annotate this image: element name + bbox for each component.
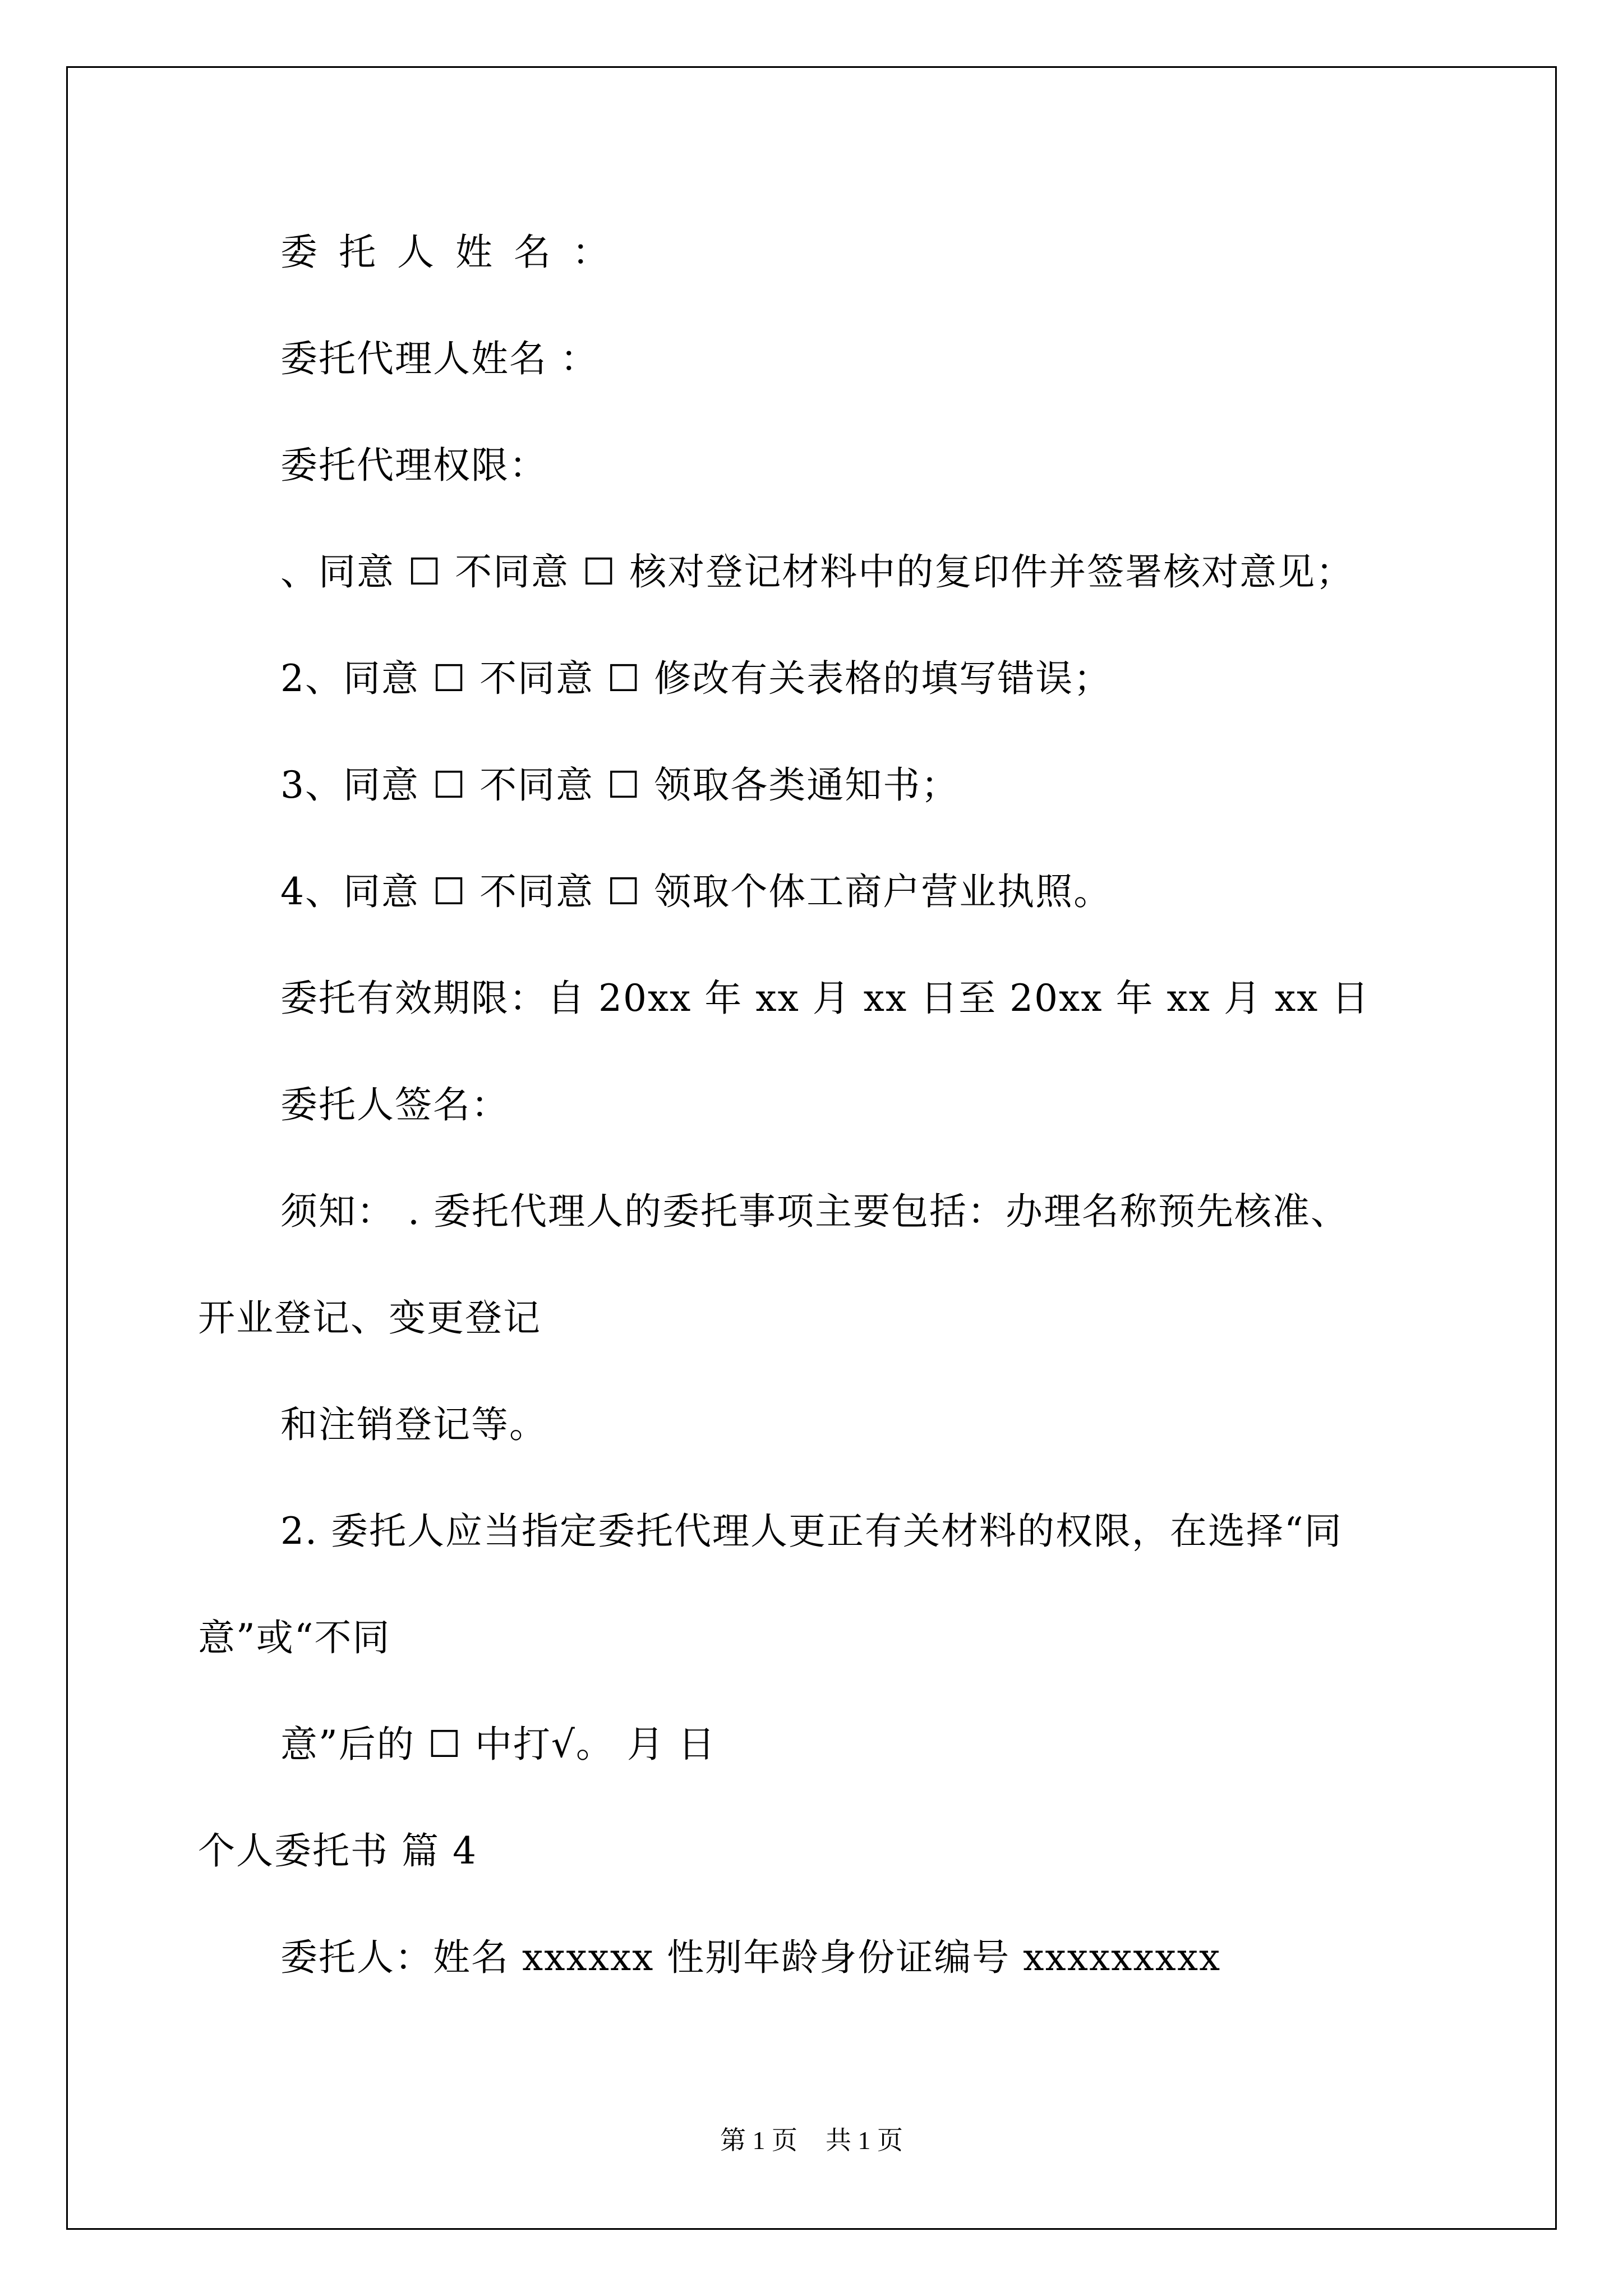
delegator-signature-line: 委托人签名： [280, 1083, 509, 1126]
page-border [66, 66, 1557, 2230]
agent-name-line: 委托代理人姓名 ： [280, 337, 598, 380]
notice-item-2-line-3: 意”后的 ☐ 中打√。 月 日 [280, 1723, 716, 1766]
delegator-info-line: 委托人：姓名 xxxxxx 性别年龄身份证编号 xxxxxxxxx [280, 1936, 1221, 1979]
section-heading: 个人委托书 篇 4 [198, 1829, 477, 1872]
delegator-name-line: 委托人姓名： [280, 231, 630, 274]
authority-heading: 委托代理权限： [280, 444, 547, 487]
page-number-current: 第 1 页 [720, 2126, 797, 2155]
page-footer [0, 2125, 1623, 2156]
validity-period-line: 委托有效期限：自 20xx 年 xx 月 xx 日至 20xx 年 xx 月 xx 日 [280, 977, 1370, 1020]
notice-item-2-line-1: 2. 委托人应当指定委托代理人更正有关材料的权限，在选择“同 [280, 1510, 1343, 1553]
notice-line-3: 和注销登记等。 [280, 1403, 547, 1446]
page-number-total: 共 1 页 [826, 2126, 903, 2155]
notice-line-1: 须知： . 委托代理人的委托事项主要包括：办理名称预先核准、 [280, 1190, 1349, 1233]
authority-item-3: 3、同意 ☐ 不同意 ☐ 领取各类通知书； [280, 763, 960, 807]
notice-line-2: 开业登记、变更登记 [198, 1296, 541, 1340]
authority-item-1: 、同意 ☐ 不同意 ☐ 核对登记材料中的复印件并签署核对意见； [280, 550, 1354, 593]
authority-item-2: 2、同意 ☐ 不同意 ☐ 修改有关表格的填写错误； [280, 657, 1112, 700]
notice-item-2-line-2: 意”或“不同 [198, 1616, 391, 1659]
authority-item-4: 4、同意 ☐ 不同意 ☐ 领取个体工商户营业执照。 [280, 870, 1112, 913]
